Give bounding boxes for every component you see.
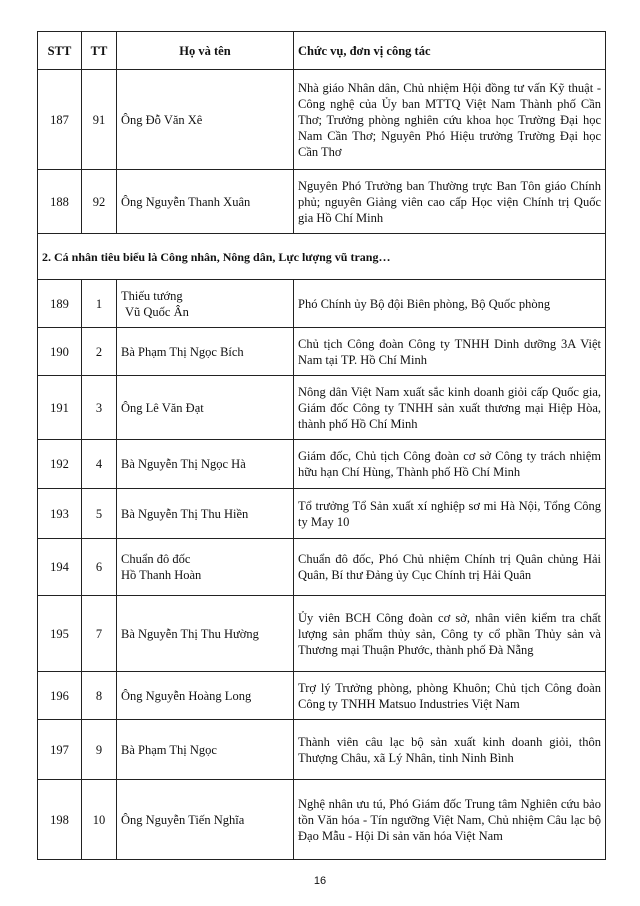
cell-name: Ông Đỗ Văn Xê — [117, 70, 294, 170]
cell-position: Nhà giáo Nhân dân, Chủ nhiệm Hội đồng tư vấn Kỹ thuật - Công nghệ của Ủy ban MTTQ Việt Nam Thành phố Cần Thơ; Trưởng phòng nghiên cứu khoa học Trường Đại học Nam Cần Thơ; Nguyên Phó Hiệu trưởng Trường Đại học Cần Thơ — [294, 70, 606, 170]
section-row — [38, 234, 606, 280]
cell-stt: 190 — [38, 328, 82, 376]
table-row — [38, 596, 606, 672]
cell-position: Giám đốc, Chủ tịch Công đoàn cơ sở Công ty trách nhiệm hữu hạn Chí Hùng, Thành phố Hồ Chí Minh — [294, 440, 606, 489]
header-name: Họ và tên — [117, 32, 294, 70]
cell-stt: 193 — [38, 489, 82, 539]
cell-tt: 4 — [82, 440, 117, 489]
cell-name: Bà Phạm Thị Ngọc Bích — [117, 328, 294, 376]
name-line-2: Hồ Thanh Hoàn — [121, 568, 202, 582]
cell-tt: 1 — [82, 280, 117, 328]
table-row — [38, 539, 606, 596]
cell-tt: 6 — [82, 539, 117, 596]
header-stt: STT — [38, 32, 82, 70]
cell-tt: 10 — [82, 780, 117, 860]
table-row — [38, 440, 606, 489]
table-row — [38, 328, 606, 376]
cell-position: Nghệ nhân ưu tú, Phó Giám đốc Trung tâm Nghiên cứu bảo tồn Văn hóa - Tín ngưỡng Việt Nam, Chủ nhiệm Câu lạc bộ Đạo Mẫu - Hội Di sản văn hóa Việt Nam — [294, 780, 606, 860]
cell-tt: 92 — [82, 170, 117, 234]
table-row — [38, 720, 606, 780]
cell-position: Chuẩn đô đốc, Phó Chủ nhiệm Chính trị Quân chủng Hải Quân, Bí thư Đảng ủy Cục Chính trị Hải Quân — [294, 539, 606, 596]
cell-name: Bà Nguyễn Thị Ngọc Hà — [117, 440, 294, 489]
table-row — [38, 376, 606, 440]
name-line-1: Chuẩn đô đốc — [121, 552, 191, 566]
name-line-1: Thiếu tướng — [121, 288, 183, 303]
table-row — [38, 70, 606, 170]
cell-name: Bà Nguyễn Thị Thu Hường — [117, 596, 294, 672]
honorees-table — [37, 31, 606, 860]
cell-position: Tổ trưởng Tổ Sản xuất xí nghiệp sơ mi Hà Nội, Tổng Công ty May 10 — [294, 489, 606, 539]
cell-stt: 189 — [38, 280, 82, 328]
cell-stt: 192 — [38, 440, 82, 489]
cell-stt: 198 — [38, 780, 82, 860]
cell-stt: 187 — [38, 70, 82, 170]
cell-name: Ông Nguyễn Thanh Xuân — [117, 170, 294, 234]
cell-stt: 194 — [38, 539, 82, 596]
table-row — [38, 280, 606, 328]
cell-tt: 2 — [82, 328, 117, 376]
table-row — [38, 489, 606, 539]
cell-position: Thành viên câu lạc bộ sản xuất kinh doanh giỏi, thôn Thượng Châu, xã Lý Nhân, tỉnh Ninh Bình — [294, 720, 606, 780]
cell-stt: 195 — [38, 596, 82, 672]
cell-position: Trợ lý Trưởng phòng, phòng Khuôn; Chủ tịch Công đoàn Công ty TNHH Matsuo Industries Việt Nam — [294, 672, 606, 720]
cell-position: Nông dân Việt Nam xuất sắc kinh doanh giỏi cấp Quốc gia, Giám đốc Công ty TNHH sản xuất thương mại Hiệp Hòa, thành phố Hồ Chí Minh — [294, 376, 606, 440]
cell-tt: 9 — [82, 720, 117, 780]
cell-name — [117, 539, 294, 596]
cell-stt: 191 — [38, 376, 82, 440]
cell-position: Ủy viên BCH Công đoàn cơ sở, nhân viên kiểm tra chất lượng sản phẩm thủy sản, Công ty cổ phần Thủy sản và Thương mại Thuận Phước, thành phố Đà Nẵng — [294, 596, 606, 672]
cell-position: Phó Chính ủy Bộ đội Biên phòng, Bộ Quốc phòng — [294, 280, 606, 328]
cell-stt: 188 — [38, 170, 82, 234]
cell-tt: 8 — [82, 672, 117, 720]
cell-name: Ông Nguyễn Hoàng Long — [117, 672, 294, 720]
cell-tt: 91 — [82, 70, 117, 170]
name-line-2: Vũ Quốc Ân — [125, 304, 189, 319]
cell-name: Ông Nguyễn Tiến Nghĩa — [117, 780, 294, 860]
cell-name — [117, 280, 294, 328]
cell-tt: 5 — [82, 489, 117, 539]
cell-stt: 196 — [38, 672, 82, 720]
cell-stt: 197 — [38, 720, 82, 780]
table-row — [38, 170, 606, 234]
cell-name: Ông Lê Văn Đạt — [117, 376, 294, 440]
cell-position: Chủ tịch Công đoàn Công ty TNHH Dinh dưỡng 3A Việt Nam tại TP. Hồ Chí Minh — [294, 328, 606, 376]
cell-tt: 3 — [82, 376, 117, 440]
header-tt: TT — [82, 32, 117, 70]
cell-name: Bà Nguyễn Thị Thu Hiền — [117, 489, 294, 539]
page-number: 16 — [313, 875, 327, 887]
cell-tt: 7 — [82, 596, 117, 672]
header-position: Chức vụ, đơn vị công tác — [294, 32, 606, 70]
section-title: 2. Cá nhân tiêu biểu là Công nhân, Nông dân, Lực lượng vũ trang… — [38, 234, 606, 280]
cell-position: Nguyên Phó Trưởng ban Thường trực Ban Tôn giáo Chính phủ; nguyên Giảng viên cao cấp Học viện Chính trị Quốc gia Hồ Chí Minh — [294, 170, 606, 234]
table-header-row — [38, 32, 606, 70]
table-row — [38, 672, 606, 720]
cell-name: Bà Phạm Thị Ngọc — [117, 720, 294, 780]
table-row — [38, 780, 606, 860]
